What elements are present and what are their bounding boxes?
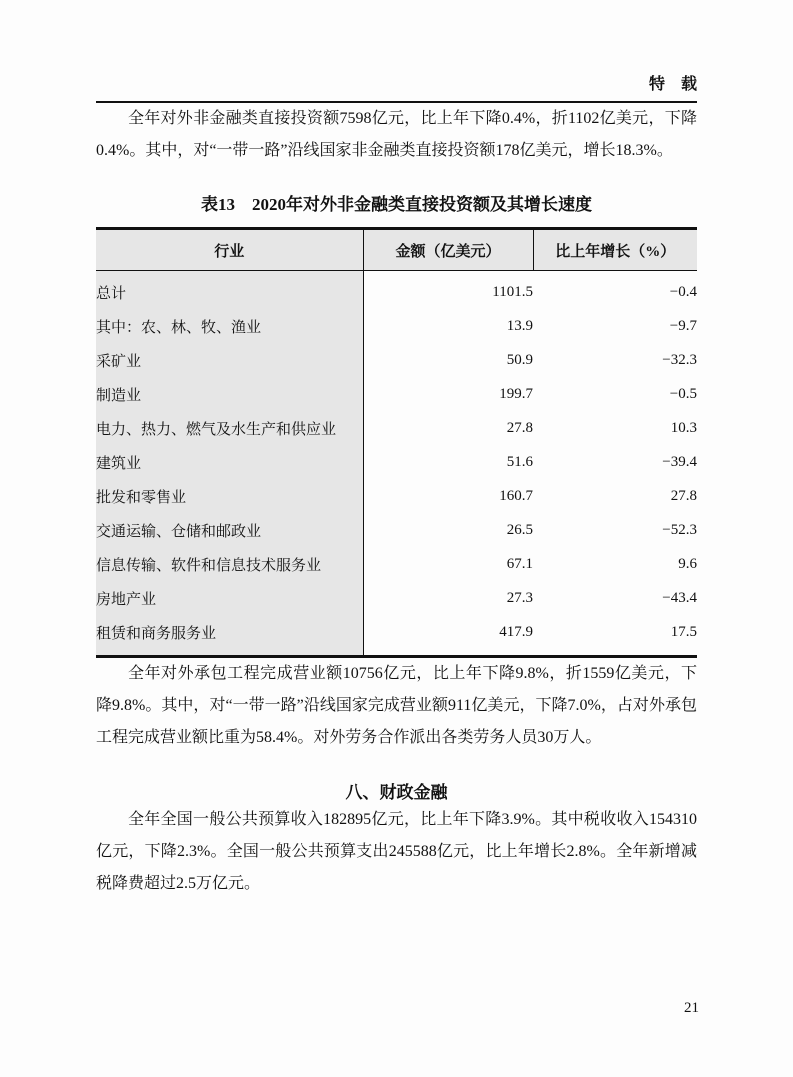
table-row — [96, 411, 697, 445]
table-row — [96, 479, 697, 513]
industry-cell: 建筑业 — [96, 445, 363, 479]
industry-cell: 其中：农、林、牧、渔业 — [96, 309, 363, 343]
column-header-industry: 行业 — [96, 229, 363, 271]
growth-cell: 10.3 — [670, 419, 697, 436]
page-number: 21 — [684, 1000, 699, 1016]
growth-cell: −32.3 — [662, 351, 697, 368]
growth-cell: −39.4 — [662, 453, 697, 470]
paragraph-outward-investment: 全年对外非金融类直接投资额7598亿元，比上年下降0.4%，折1102亿美元，下降0.4%。其中，对“一带一路”沿线国家非金融类直接投资额178亿美元，增长18.3%。 — [96, 110, 697, 159]
industry-cell: 交通运输、仓储和邮政业 — [96, 513, 363, 547]
column-header-growth: 比上年增长（%） — [533, 229, 697, 271]
amount-cell: 27.3 — [506, 589, 533, 606]
paragraph-public-budget: 全年全国一般公共预算收入182895亿元，比上年下降3.9%。其中税收收入154310亿元，下降2.3%。全国一般公共预算支出245588亿元，比上年增长2.8%。全年新增减税降费超过2.5万亿元。 — [96, 811, 697, 892]
paragraph-contracted-projects: 全年对外承包工程完成营业额10756亿元，比上年下降9.8%，折1559亿美元，下降9.8%。其中，对“一带一路”沿线国家完成营业额911亿美元，下降7.0%，占对外承包工程完成营业额比重为58.4%。对外劳务合作派出各类劳务人员30万人。 — [96, 665, 697, 746]
industry-cell: 采矿业 — [96, 343, 363, 377]
industry-cell: 租赁和商务服务业 — [96, 615, 363, 657]
growth-cell: −52.3 — [662, 521, 697, 538]
investment-table — [96, 227, 697, 658]
amount-cell: 26.5 — [506, 521, 533, 538]
amount-cell: 1101.5 — [492, 283, 533, 300]
amount-cell: 51.6 — [506, 453, 533, 470]
running-header-label: 特 载 — [648, 76, 697, 93]
table-row — [96, 271, 697, 310]
section-heading-finance: 八、财政金融 — [345, 783, 448, 802]
growth-cell: −0.4 — [669, 283, 697, 300]
table-row — [96, 615, 697, 657]
amount-cell: 67.1 — [506, 555, 533, 572]
table-row — [96, 343, 697, 377]
amount-cell: 199.7 — [499, 385, 533, 402]
amount-cell: 50.9 — [506, 351, 533, 368]
growth-cell: −9.7 — [669, 317, 697, 334]
table-title: 表13 2020年对外非金融类直接投资额及其增长速度 — [201, 195, 592, 214]
column-header-amount: 金额（亿美元） — [363, 229, 533, 271]
running-header — [96, 76, 697, 103]
table-row — [96, 309, 697, 343]
industry-cell: 电力、热力、燃气及水生产和供应业 — [96, 411, 363, 445]
page-content — [96, 0, 697, 900]
table-row — [96, 547, 697, 581]
industry-cell: 信息传输、软件和信息技术服务业 — [96, 547, 363, 581]
growth-cell: −0.5 — [669, 385, 697, 402]
amount-cell: 417.9 — [499, 623, 533, 640]
growth-cell: −43.4 — [662, 589, 697, 606]
table-row — [96, 377, 697, 411]
industry-cell: 总计 — [96, 271, 363, 310]
industry-cell: 批发和零售业 — [96, 479, 363, 513]
growth-cell: 17.5 — [670, 623, 697, 640]
growth-cell: 27.8 — [670, 487, 697, 504]
industry-cell: 房地产业 — [96, 581, 363, 615]
amount-cell: 160.7 — [499, 487, 533, 504]
table-row — [96, 581, 697, 615]
growth-cell: 9.6 — [678, 555, 697, 572]
table-header-row — [96, 229, 697, 271]
table-row — [96, 513, 697, 547]
industry-cell: 制造业 — [96, 377, 363, 411]
table-row — [96, 445, 697, 479]
amount-cell: 27.8 — [506, 419, 533, 436]
amount-cell: 13.9 — [506, 317, 533, 334]
